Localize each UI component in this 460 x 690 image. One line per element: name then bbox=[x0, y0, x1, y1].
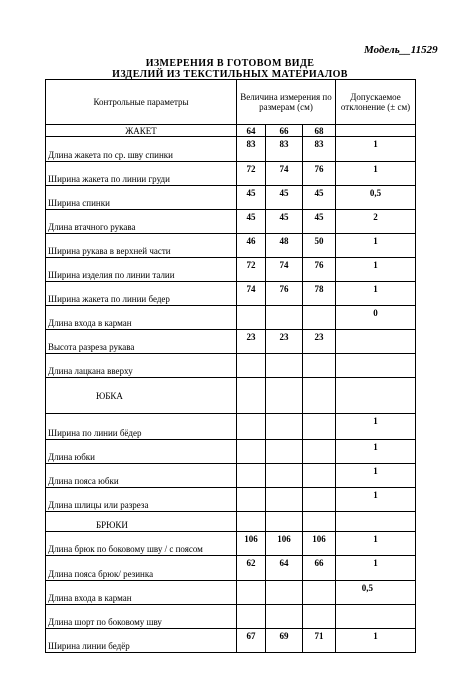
value-cell bbox=[303, 488, 336, 512]
value-cell: 76 bbox=[303, 258, 336, 282]
value-cell: 45 bbox=[237, 186, 266, 210]
value-cell bbox=[237, 488, 266, 512]
table-row bbox=[46, 258, 416, 282]
document-subtitle: ИЗДЕЛИЙ ИЗ ТЕКСТИЛЬНЫХ МАТЕРИАЛОВ bbox=[112, 69, 348, 80]
tolerance-cell: 1 bbox=[336, 488, 416, 512]
param-name: Длина входа в карман bbox=[46, 581, 237, 605]
tolerance-cell: 1 bbox=[336, 137, 416, 162]
value-cell: 46 bbox=[237, 234, 266, 258]
value-cell: 45 bbox=[303, 186, 336, 210]
value-cell bbox=[266, 605, 303, 629]
table-row bbox=[46, 186, 416, 210]
value-cell: 106 bbox=[237, 532, 266, 556]
value-cell bbox=[237, 581, 266, 605]
tolerance-cell: 1 bbox=[336, 162, 416, 186]
tolerance-cell: 1 bbox=[336, 556, 416, 581]
tolerance-cell: 0,5 bbox=[336, 581, 416, 605]
value-cell bbox=[237, 464, 266, 488]
section-label: БРЮКИ bbox=[46, 512, 237, 532]
table-row bbox=[46, 282, 416, 306]
param-name: Длина лацкана вверху bbox=[46, 354, 237, 378]
value-cell bbox=[266, 306, 303, 330]
param-name: Высота разреза рукава bbox=[46, 330, 237, 354]
table-row bbox=[46, 354, 416, 378]
param-name: Ширина жакета по линии груди bbox=[46, 162, 237, 186]
tolerance-cell: 1 bbox=[336, 440, 416, 464]
value-cell bbox=[303, 354, 336, 378]
param-name: Длина входа в карман bbox=[46, 306, 237, 330]
value-cell: 62 bbox=[237, 556, 266, 581]
value-cell: 66 bbox=[303, 556, 336, 581]
section-label: ЮБКА bbox=[46, 378, 237, 414]
empty-cell bbox=[303, 512, 336, 532]
param-name: Ширина по линии бёдер bbox=[46, 414, 237, 440]
value-cell: 78 bbox=[303, 282, 336, 306]
value-cell bbox=[303, 414, 336, 440]
param-name: Ширина рукава в верхней части bbox=[46, 234, 237, 258]
value-cell: 69 bbox=[266, 629, 303, 653]
section-row-skirt bbox=[46, 378, 416, 414]
tolerance-cell: 1 bbox=[336, 414, 416, 440]
empty-cell bbox=[266, 378, 303, 414]
tolerance-cell: 0,5 bbox=[336, 186, 416, 210]
value-cell: 45 bbox=[303, 210, 336, 234]
value-cell: 23 bbox=[266, 330, 303, 354]
value-cell: 83 bbox=[266, 137, 303, 162]
table-row bbox=[46, 440, 416, 464]
empty-cell bbox=[336, 512, 416, 532]
value-cell: 50 bbox=[303, 234, 336, 258]
table-row bbox=[46, 581, 416, 605]
tolerance-cell bbox=[336, 605, 416, 629]
tolerance-cell: 1 bbox=[336, 234, 416, 258]
tolerance-cell bbox=[336, 330, 416, 354]
table-row bbox=[46, 210, 416, 234]
table-row bbox=[46, 629, 416, 653]
param-name: Ширина изделия по линии талии bbox=[46, 258, 237, 282]
value-cell: 71 bbox=[303, 629, 336, 653]
section-row-jacket bbox=[46, 125, 416, 137]
tolerance-cell: 1 bbox=[336, 464, 416, 488]
value-cell: 45 bbox=[266, 186, 303, 210]
section-label: ЖАКЕТ bbox=[46, 125, 237, 137]
value-cell bbox=[303, 464, 336, 488]
value-cell bbox=[266, 354, 303, 378]
value-cell bbox=[303, 306, 336, 330]
value-cell bbox=[266, 464, 303, 488]
param-name: Длина пояса брюк/ резинка bbox=[46, 556, 237, 581]
value-cell bbox=[266, 414, 303, 440]
param-name: Длина жакета по ср. шву спинки bbox=[46, 137, 237, 162]
value-cell: 74 bbox=[266, 162, 303, 186]
value-cell: 76 bbox=[266, 282, 303, 306]
tolerance-cell: 1 bbox=[336, 629, 416, 653]
param-name: Ширина линии бедёр bbox=[46, 629, 237, 653]
value-cell bbox=[237, 306, 266, 330]
tolerance-cell: 2 bbox=[336, 210, 416, 234]
value-cell bbox=[303, 440, 336, 464]
header-params: Контрольные параметры bbox=[46, 80, 237, 125]
param-name: Длина шорт по боковому шву bbox=[46, 605, 237, 629]
value-cell: 83 bbox=[303, 137, 336, 162]
document-title: ИЗМЕРЕНИЯ В ГОТОВОМ ВИДЕ bbox=[145, 58, 315, 69]
model-number: Модель__11529 bbox=[364, 44, 438, 56]
empty-cell bbox=[303, 378, 336, 414]
value-cell: 48 bbox=[266, 234, 303, 258]
empty-cell bbox=[336, 378, 416, 414]
value-cell: 72 bbox=[237, 258, 266, 282]
value-cell: 76 bbox=[303, 162, 336, 186]
value-cell bbox=[303, 605, 336, 629]
tolerance-cell bbox=[336, 354, 416, 378]
empty-cell bbox=[237, 378, 266, 414]
value-cell: 23 bbox=[303, 330, 336, 354]
value-cell: 23 bbox=[237, 330, 266, 354]
value-cell: 64 bbox=[266, 556, 303, 581]
empty-cell bbox=[266, 512, 303, 532]
table-row bbox=[46, 234, 416, 258]
value-cell bbox=[303, 581, 336, 605]
empty-cell bbox=[237, 512, 266, 532]
tolerance-cell: 1 bbox=[336, 258, 416, 282]
size-label: 66 bbox=[266, 125, 303, 137]
value-cell: 45 bbox=[266, 210, 303, 234]
value-cell: 67 bbox=[237, 629, 266, 653]
header-tolerance: Допускаемое отклонение (± см) bbox=[336, 80, 416, 125]
value-cell bbox=[266, 581, 303, 605]
table-row bbox=[46, 137, 416, 162]
table-row bbox=[46, 532, 416, 556]
table-row bbox=[46, 488, 416, 512]
table-header-row bbox=[46, 80, 416, 125]
tolerance-cell: 0 bbox=[336, 306, 416, 330]
value-cell bbox=[237, 354, 266, 378]
measurements-table bbox=[45, 79, 416, 653]
value-cell bbox=[266, 440, 303, 464]
value-cell bbox=[237, 414, 266, 440]
param-name: Ширина спинки bbox=[46, 186, 237, 210]
value-cell bbox=[237, 605, 266, 629]
tolerance-cell: 1 bbox=[336, 532, 416, 556]
table-row bbox=[46, 464, 416, 488]
param-name: Длина втачного рукава bbox=[46, 210, 237, 234]
table-row bbox=[46, 556, 416, 581]
size-label: 68 bbox=[303, 125, 336, 137]
size-label: 64 bbox=[237, 125, 266, 137]
param-name: Длина брюк по боковому шву / с поясом bbox=[46, 532, 237, 556]
param-name: Ширина жакета по линии бедер bbox=[46, 282, 237, 306]
param-name: Длина юбки bbox=[46, 440, 237, 464]
value-cell: 45 bbox=[237, 210, 266, 234]
tolerance-cell: 1 bbox=[336, 282, 416, 306]
value-cell: 106 bbox=[266, 532, 303, 556]
value-cell: 74 bbox=[266, 258, 303, 282]
table-row bbox=[46, 306, 416, 330]
header-sizes: Величина измерения по размерам (см) bbox=[237, 80, 336, 125]
value-cell: 72 bbox=[237, 162, 266, 186]
value-cell bbox=[266, 488, 303, 512]
value-cell: 106 bbox=[303, 532, 336, 556]
table-row bbox=[46, 330, 416, 354]
value-cell: 74 bbox=[237, 282, 266, 306]
empty-cell bbox=[336, 125, 416, 137]
value-cell: 83 bbox=[237, 137, 266, 162]
section-row-trousers bbox=[46, 512, 416, 532]
table-row bbox=[46, 414, 416, 440]
table-row bbox=[46, 162, 416, 186]
param-name: Длина пояса юбки bbox=[46, 464, 237, 488]
table-row bbox=[46, 605, 416, 629]
param-name: Длина шлицы или разреза bbox=[46, 488, 237, 512]
value-cell bbox=[237, 440, 266, 464]
